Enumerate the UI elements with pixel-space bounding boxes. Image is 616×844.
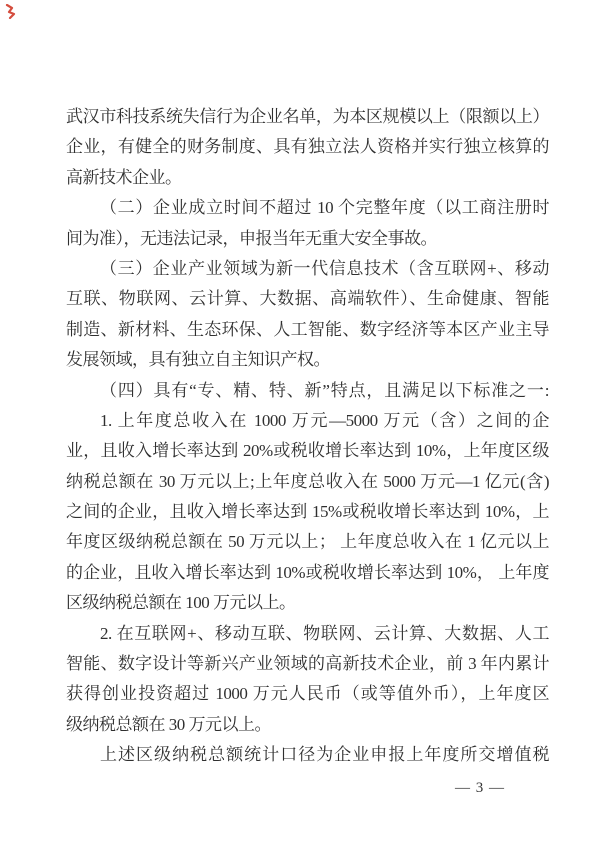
page-number: — 3 —	[455, 780, 505, 796]
text-line: 智能、数字设计等新兴产业领域的高新技术企业，前 3 年内累计	[66, 654, 549, 674]
text-line: 1. 上年度总收入在 1000 万元—5000 万元（含）之间的企	[100, 410, 549, 430]
text-line: 制造、新材料、生态环保、人工智能、数字经济等本区产业主导	[66, 319, 549, 339]
text-line: 纳税总额在 30 万元以上;上年度总收入在 5000 万元—1 亿元(含)	[66, 471, 549, 491]
text-line: 武汉市科技系统失信行为企业名单，为本区规模以上（限额以上）	[66, 107, 549, 126]
text-line: 业，且收入增长率达到 20%或税收增长率达到 10%，上年度区级	[66, 441, 549, 461]
text-line: 区级纳税总额在 100 万元以上。	[66, 593, 296, 613]
text-line: （四）具有“专、精、特、新”特点，且满足以下标准之一:	[100, 380, 549, 400]
text-line: 年度区级纳税总额在 50 万元以上； 上年度总收入在 1 亿元以上	[66, 532, 549, 552]
text-line: 互联、物联网、云计算、大数据、高端软件）、生命健康、智能	[66, 289, 549, 309]
text-line: 的企业，且收入增长率达到 10%或税收增长率达到 10%， 上年度	[66, 562, 549, 582]
text-line: 级纳税总额在 30 万元以上。	[66, 714, 271, 734]
text-line: 获得创业投资超过 1000 万元人民币（或等值外币），上年度区	[66, 684, 549, 704]
document-body	[66, 102, 549, 771]
text-line: 企业，有健全的财务制度、具有独立法人资格并实行独立核算的	[66, 137, 549, 157]
text-line: 间为准），无违法记录，申报当年无重大安全事故。	[66, 228, 437, 248]
text-line: 发展领域，具有独立自主知识产权。	[66, 350, 330, 370]
text-line: 2. 在互联网+、移动互联、物联网、云计算、大数据、人工	[100, 623, 549, 643]
red-stamp-fragment-icon	[5, 4, 17, 19]
text-line: 上述区级纳税总额统计口径为企业申报上年度所交增值税	[100, 745, 549, 765]
text-line: 之间的企业，且收入增长率达到 15%或税收增长率达到 10%，上	[66, 502, 549, 522]
text-line: 高新技术企业。	[66, 167, 182, 187]
text-line: （二）企业成立时间不超过 10 个完整年度（以工商注册时	[100, 198, 549, 218]
text-line: （三）企业产业领域为新一代信息技术（含互联网+、移动	[100, 258, 549, 278]
